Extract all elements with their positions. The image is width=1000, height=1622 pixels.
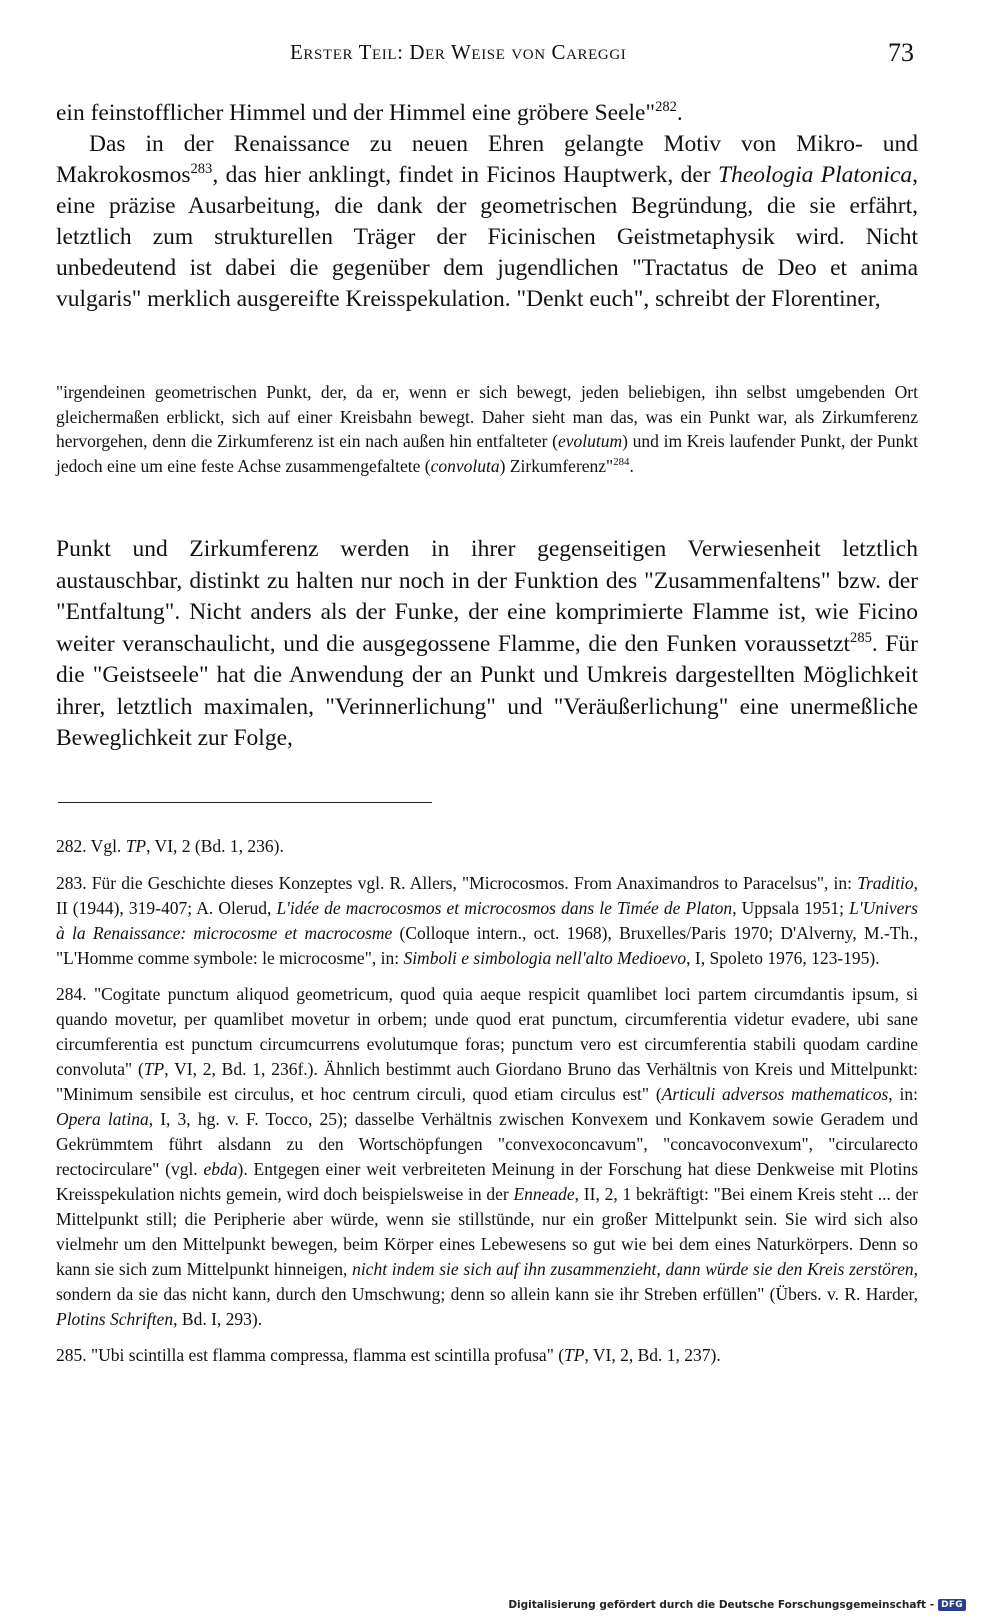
footnote-283: 283. Für die Geschichte dieses Konzeptes vgl. R. Allers, "Microcosmos. From Anaximandros to Paracelsus", in: Traditio, II (1944), 319-407; A. Olerud, L'idée de macrocosmos et microcosmos dans le Timée de Platon, Uppsala 1951; L'Univers à la Renaissance: microcosme et macrocosme (Colloque intern., oct. 1968), Bruxelles/Paris 1970; D'Alverny, M.-Th., "L'Homme comme symbole: le microcosme", in: Simboli e simbologia nell'alto Medioevo, I, Spoleto 1976, 123-195). bbox=[56, 873, 918, 968]
running-head: Erster Teil: Der Weise von Careggi bbox=[290, 40, 627, 64]
paragraph-2: Das in der Renaissance zu neuen Ehren gelangte Motiv von Mikro- und Makrokosmos$^{283}$, das hier anklingt, findet in Ficinos Hauptwerk, der Theologia Platonica, eine präzise Ausarbeitung, die dank der geometrischen Begründung, die sie erfährt, letztlich zum strukturellen Träger der Ficinischen Geistmetaphysik wird. Nicht unbedeutend ist dabei die gegenüber dem jugendlichen "Tractatus de Deo et anima vulgaris" merklich ausgereifte Kreisspekulation. "Denkt euch", schreibt der Florentiner, bbox=[56, 131, 918, 312]
footnote-284: 284. "Cogitate punctum aliquod geometricum, quod quia aeque respicit quamlibet loci partem circumdantis ipsum, si quando movetur, per quamlibet movetur in orbem; unde quod erat punctum, circumferentia videtur evadere, ubi sane circumferentia est punctum circumcurrens evolutumque foras; punctum vero est circumferentia stabili quodam cardine convoluta" (TP, VI, 2, Bd. 1, 236f.). Ähnlich bestimmt auch Giordano Bruno das Verhältnis von Kreis und Mittelpunkt: "Minimum sensibile est circulus, et hoc centrum circuli, quod etiam circulus est" (Articuli adversos mathematicos, in: Opera latina, I, 3, hg. v. F. Tocco, 25); dasselbe Verhältnis zwischen Konvexem und Konkavem sowie Geradem und Gekrümmtem führt alsdann zu den Wortschöpfungen "convexoconcavum", "concavoconvexum", "circularecto rectocirculare" (vgl. ebda). Entgegen einer weit verbreiteten Meinung in der Forschung hat diese Denkweise mit Plotins Kreisspekulation nichts gemein, wird doch beispielsweise in der Enneade, II, 2, 1 bekräftigt: "Bei einem Kreis steht ... der Mittelpunkt still; die Peripherie aber würde, wenn sie stillstünde, nur ein großer Mittelpunkt sein. Sie wird sich also vielmehr um den Mittelpunkt bewegen, beim Körper eines Lebewesens so gut wie bei dem eines Naturkörpers. Denn so kann sie sich zum Mittelpunkt hinneigen, nicht indem sie sich auf ihn zusammenzieht, dann würde sie den Kreis zerstören, sondern da sie das nicht kann, durch den Umschwung; denn so allein kann sie ihr Streben erfüllen" (Übers. v. R. Harder, Plotins Schriften, Bd. I, 293). bbox=[56, 984, 919, 1329]
footnote-ref-282: 282 bbox=[655, 99, 677, 116]
footnote-282: 282. Vgl. TP, VI, 2 (Bd. 1, 236). bbox=[56, 836, 284, 856]
dfg-logo: DFG bbox=[938, 1599, 966, 1611]
footnote-rule bbox=[58, 802, 432, 803]
footnote-ref-285: 285 bbox=[850, 629, 872, 646]
paragraph-3: Punkt und Zirkumferenz werden in ihrer gegenseitigen Verwiesenheit letztlich austauschbar, distinkt zu halten nur noch in der Funktion des "Zusammenfaltens" bzw. der "Entfaltung". Nicht anders als der Funke, der eine komprimierte Flamme ist, wie Ficino weiter veranschaulicht, und die ausgegossene Flamme, die den Funken voraussetzt$^{285}$. Für die "Geistseele" hat die Anwendung der an Punkt und Umkreis dargestellten Möglichkeit ihrer, letztlich maximalen, "Verinnerlichung" und "Veräußerlichung" eine unermeßliche Beweglichkeit zur Folge, bbox=[56, 536, 918, 751]
digitization-footer bbox=[508, 1599, 966, 1611]
footnote-ref-283: 283 bbox=[190, 161, 213, 178]
footnote-ref-284: 284 bbox=[613, 455, 630, 468]
main-text bbox=[56, 98, 918, 315]
footnotes bbox=[56, 834, 918, 1379]
main-text-continued bbox=[56, 534, 918, 755]
block-quote: "irgendeinen geometrischen Punkt, der, da er, wenn er sich bewegt, jeden beliebigen, ihn selbst umgebenden Ort gleichermaßen erblickt, sich auf einer Kreisbahn bewegt. Daher sieht man das, was ein Punkt war, als Zirkumferenz hervorgehen, denn die Zirkumferenz ist ein nach außen hin entfalteter (evolutum) und im Kreis laufender Punkt, der Punkt jedoch eine um eine feste Achse zusammengefaltete (convoluta) Zirkumferenz"$^{284}$. bbox=[56, 382, 918, 476]
footer-text: Digitalisierung gefördert durch die Deutsche Forschungsgemeinschaft - bbox=[508, 1599, 935, 1611]
paragraph-1: ein feinstofflicher Himmel und der Himmel eine gröbere Seele"$^{282}$. bbox=[56, 99, 683, 126]
page-number: 73 bbox=[888, 38, 914, 67]
footnote-285: 285. "Ubi scintilla est flamma compressa, flamma est scintilla profusa" (TP, VI, 2, Bd. 1, 237). bbox=[56, 1345, 721, 1365]
